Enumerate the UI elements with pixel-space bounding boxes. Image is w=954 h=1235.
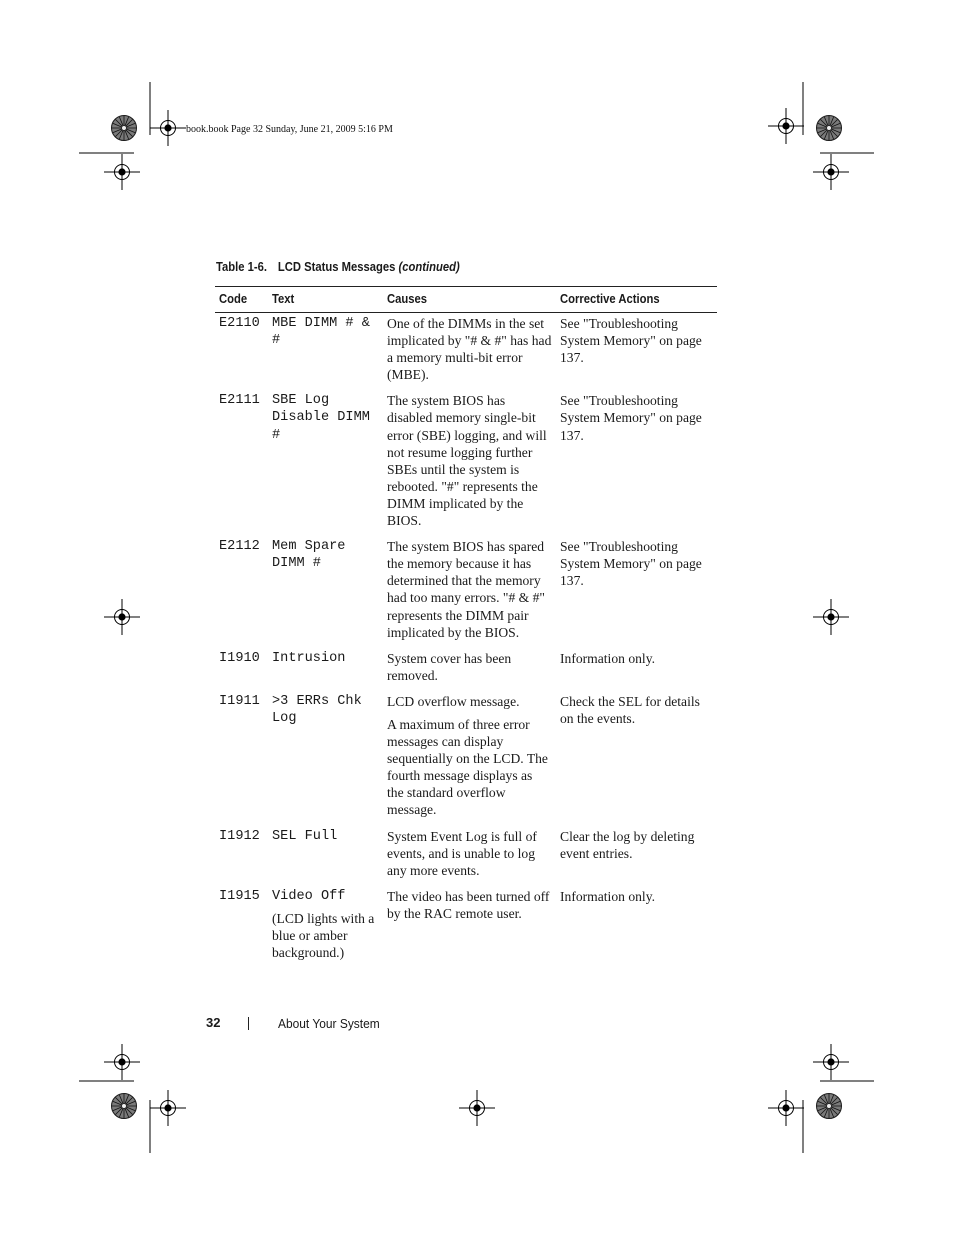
print-slug: book.book Page 32 Sunday, June 21, 2009 5:16 PM	[186, 124, 393, 135]
footer-section-title: About Your System	[278, 1016, 380, 1031]
cell-causes	[383, 648, 556, 691]
cause-paragraph: The system BIOS has spared the memory because it has determined that the memory had too many errors. "# & #" represents the DIMM pair implicated by the BIOS.	[387, 539, 545, 640]
lcd-text: >3 ERRs Chk Log	[272, 693, 362, 726]
table-header-row	[215, 287, 717, 313]
table-body	[215, 313, 717, 969]
cell-corrective-action: See "Troubleshooting System Memory" on page 137.	[560, 539, 702, 589]
registration-mark	[813, 1044, 849, 1080]
cell-corrective-action: See "Troubleshooting System Memory" on page 137.	[560, 393, 702, 443]
cell-corrective-action: Information only.	[560, 650, 656, 666]
cell-code: I1912	[219, 828, 260, 844]
footer-divider	[248, 1017, 249, 1030]
cell-code: I1910	[219, 650, 260, 666]
registration-mark	[768, 1090, 804, 1126]
table-row	[215, 536, 717, 648]
cause-paragraph: The video has been turned off by the RAC remote user.	[387, 888, 550, 921]
cell-lcd-text	[268, 313, 383, 391]
cell-code: I1911	[219, 693, 260, 709]
cell-lcd-text	[268, 390, 383, 536]
cell-corrective-action: See "Troubleshooting System Memory" on page 137.	[560, 316, 702, 366]
table-row	[215, 691, 717, 826]
cell-lcd-text	[268, 648, 383, 691]
header-code: Code	[215, 287, 268, 313]
table-row	[215, 826, 717, 886]
cause-paragraph: LCD overflow message.	[387, 693, 520, 709]
lcd-text: SEL Full	[272, 828, 338, 844]
registration-mark	[459, 1090, 495, 1126]
cause-paragraph: System cover has been removed.	[387, 650, 512, 683]
lcd-text: Mem Spare DIMM #	[272, 539, 346, 572]
cell-corrective-action: Information only.	[560, 888, 656, 904]
lcd-status-table	[215, 286, 717, 968]
cause-paragraph: The system BIOS has disabled memory single-bit error (SBE) logging, and will not resume logging further SBEs until the system is rebooted. "#" represents the DIMM implicated by the BIOS.	[387, 393, 547, 529]
lcd-text: Intrusion	[272, 650, 346, 666]
lcd-text: MBE DIMM # & #	[272, 316, 370, 349]
table-row	[215, 313, 717, 391]
cell-causes	[383, 313, 556, 391]
header-corrective-actions: Corrective Actions	[556, 287, 717, 313]
cell-causes	[383, 886, 556, 968]
cell-corrective-action: Clear the log by deleting event entries.	[560, 828, 695, 861]
cell-code: E2112	[219, 539, 260, 555]
page-number: 32	[206, 1015, 221, 1030]
table-caption	[216, 260, 460, 274]
cell-code: E2111	[219, 393, 260, 409]
star-target-mark	[112, 1094, 137, 1119]
header-text: Text	[268, 287, 383, 313]
table-row	[215, 648, 717, 691]
cell-corrective-action: Check the SEL for details on the events.	[560, 693, 700, 726]
cell-causes	[383, 826, 556, 886]
registration-mark	[104, 599, 140, 635]
lcd-text-note: (LCD lights with a blue or amber background.)	[272, 910, 375, 961]
cell-lcd-text	[268, 691, 383, 826]
cell-lcd-text	[268, 536, 383, 648]
registration-mark	[813, 154, 849, 190]
star-target-mark	[817, 1094, 842, 1119]
cause-paragraph: One of the DIMMs in the set implicated by "# & #" has had a memory multi-bit error (MBE).	[387, 316, 552, 383]
star-target-mark	[817, 116, 842, 141]
caption-label: Table 1-6.	[216, 260, 268, 274]
table-row	[215, 390, 717, 536]
caption-title: LCD Status Messages	[277, 260, 396, 274]
registration-mark	[150, 1090, 186, 1126]
header-causes: Causes	[383, 287, 556, 313]
cell-lcd-text	[268, 886, 383, 968]
cell-causes	[383, 691, 556, 826]
table-row	[215, 886, 717, 968]
cell-code: I1915	[219, 888, 260, 904]
registration-mark	[813, 599, 849, 635]
cause-paragraph: System Event Log is full of events, and is unable to log any more events.	[387, 828, 537, 878]
caption-continued: (continued)	[398, 260, 460, 274]
registration-mark	[104, 1044, 140, 1080]
cause-paragraph: A maximum of three error messages can display sequentially on the LCD. The fourth message displays as the standard overflow message.	[387, 716, 548, 818]
registration-mark	[150, 110, 186, 146]
cell-causes	[383, 536, 556, 648]
registration-mark	[104, 154, 140, 190]
cell-causes	[383, 390, 556, 536]
registration-mark	[768, 108, 804, 144]
lcd-text: SBE Log Disable DIMM #	[272, 393, 370, 443]
cell-lcd-text	[268, 826, 383, 886]
cell-code: E2110	[219, 316, 260, 331]
star-target-mark	[112, 116, 137, 141]
lcd-text: Video Off	[272, 888, 346, 904]
